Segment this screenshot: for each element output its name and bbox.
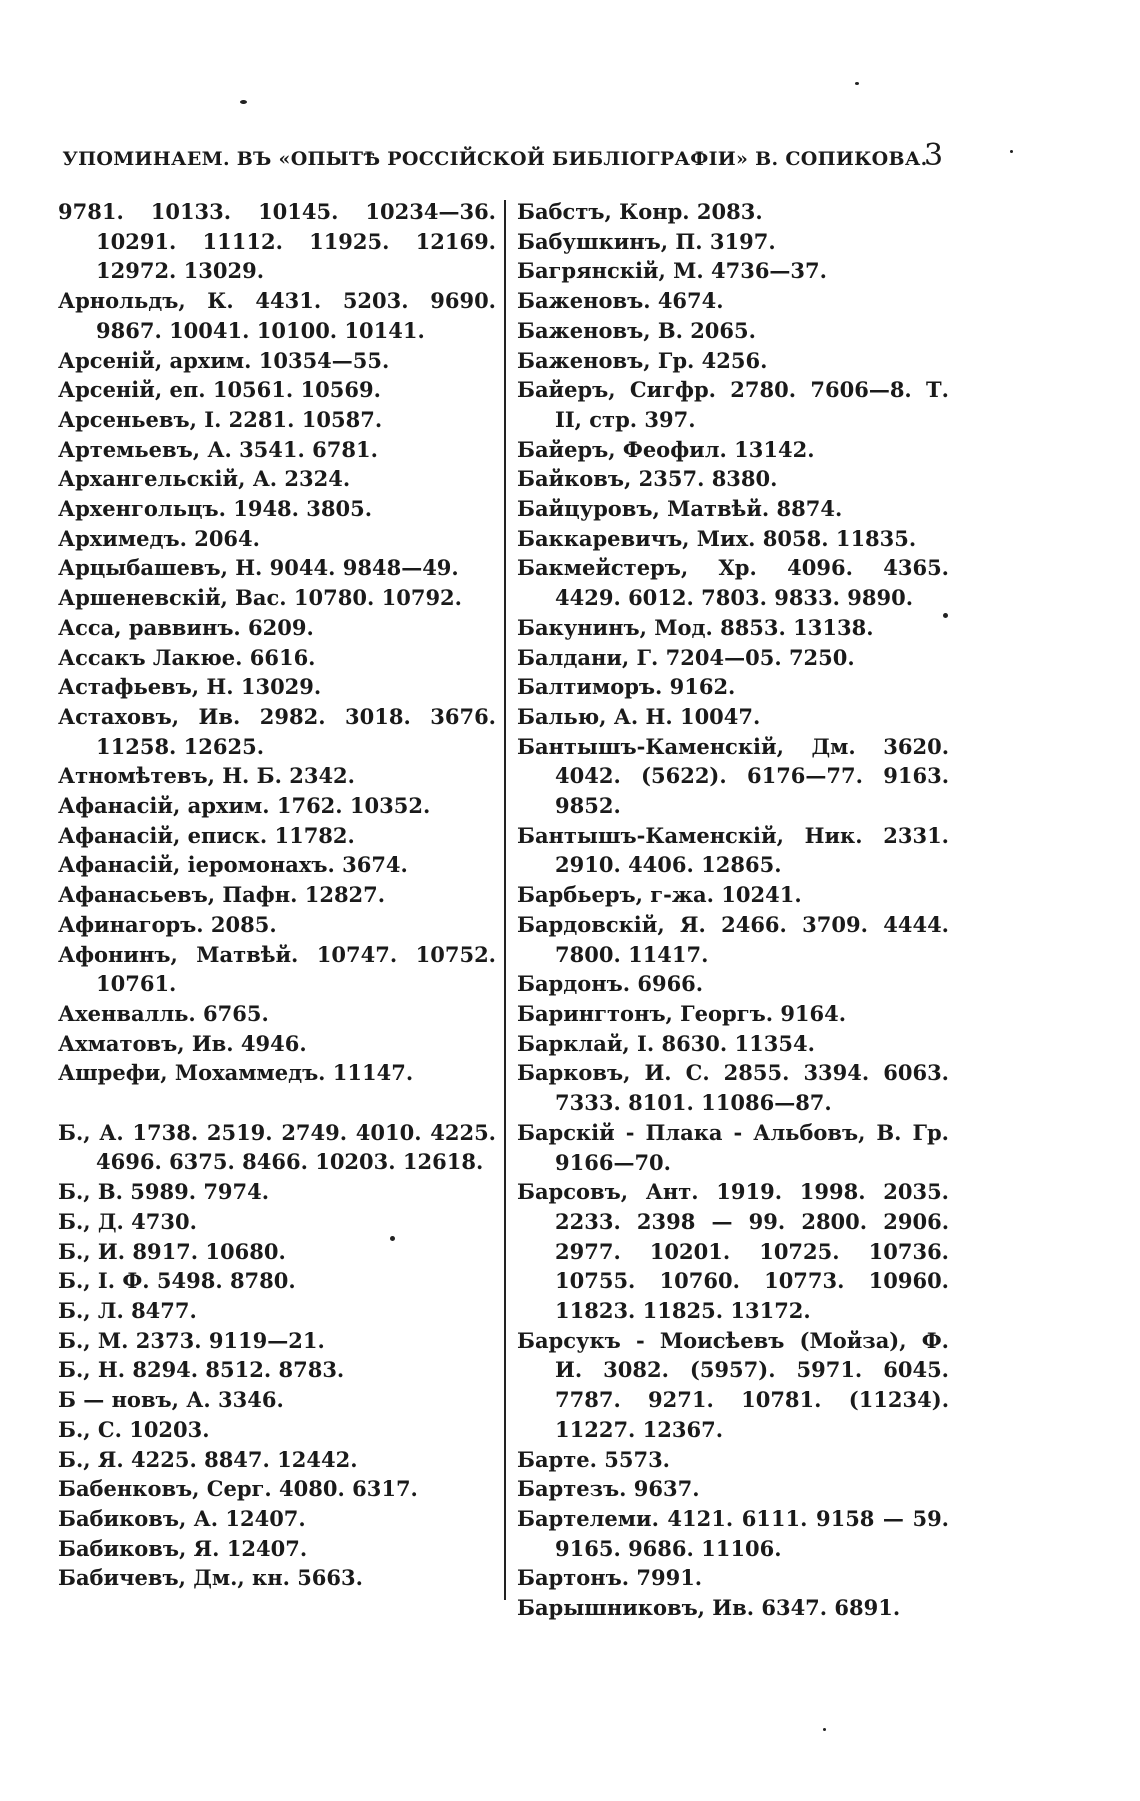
index-entry: Афанасій, архим. 1762. 10352.	[58, 793, 431, 819]
column-divider	[504, 200, 506, 1600]
index-entry: Бартонъ. 7991.	[517, 1565, 703, 1591]
print-speck	[390, 1236, 395, 1241]
print-speck	[240, 100, 247, 104]
index-entry: Бабичевъ, Дм., кн. 5663.	[58, 1565, 363, 1591]
index-entry: Барсукъ - Моисѣевъ (Мойза), Ф. И. 3082. (5957). 5971. 6045. 7787. 9271. 10781. (11234). 11227. 12367.	[517, 1327, 949, 1442]
index-entry: Б., Л. 8477.	[58, 1298, 197, 1323]
index-entry: Асса, раввинъ. 6209.	[58, 614, 314, 640]
index-entry: Бардовскій, Я. 2466. 3709. 4444. 7800. 11417.	[517, 911, 949, 967]
index-entry: Бакмейстеръ, Хр. 4096. 4365. 4429. 6012. 7803. 9833. 9890.	[517, 555, 949, 611]
index-entry: Б., І. Ф. 5498. 8780.	[58, 1268, 296, 1294]
index-entry: Б., Н. 8294. 8512. 8783.	[58, 1357, 345, 1383]
page-number: 3	[924, 138, 944, 173]
index-entry: Баженовъ. 4674.	[517, 288, 724, 314]
index-entry: Барскій - Плака - Альбовъ, В. Гр. 9166—70.	[517, 1119, 949, 1175]
right-column	[517, 197, 949, 1623]
index-entry: Атномѣтевъ, Н. Б. 2342.	[58, 763, 355, 789]
index-entry: Б., М. 2373. 9119—21.	[58, 1327, 325, 1353]
index-entry: Бабушкинъ, П. 3197.	[517, 228, 776, 254]
index-entry: Арсеній, еп. 10561. 10569.	[58, 377, 381, 403]
index-entry: Афанасій, іеромонахъ. 3674.	[58, 852, 408, 878]
index-entry: Барклай, І. 8630. 11354.	[517, 1030, 815, 1056]
index-entry: Аршеневскій, Вас. 10780. 10792.	[58, 585, 462, 611]
index-entry: Б., И. 8917. 10680.	[58, 1238, 286, 1264]
index-entry: Арсеньевъ, І. 2281. 10587.	[58, 406, 383, 432]
index-entry: Бабиковъ, Я. 12407.	[58, 1535, 308, 1561]
index-entry: Б., Я. 4225. 8847. 12442.	[58, 1446, 358, 1472]
index-entry: Баженовъ, В. 2065.	[517, 317, 756, 343]
index-entry: Барсовъ, Ант. 1919. 1998. 2035. 2233. 2398 — 99. 2800. 2906. 2977. 10201. 10725. 10736. 10755. 10760. 10773. 10960. 11823. 11825. 13172.	[517, 1179, 949, 1324]
running-title: УПОМИНАЕМ. ВЪ «ОПЫТѢ РОССІЙСКОЙ БИБЛІОГРАФІИ» В. СОПИКОВА.	[62, 148, 928, 170]
index-entry: Афонинъ, Матвѣй. 10747. 10752. 10761.	[58, 941, 496, 997]
index-entry: Бабенковъ, Серг. 4080. 6317.	[58, 1476, 418, 1502]
index-entry: Барковъ, И. С. 2855. 3394. 6063. 7333. 8101. 11086—87.	[517, 1060, 949, 1116]
index-entry: Б., Д. 4730.	[58, 1208, 197, 1234]
index-entry: Бакунинъ, Мод. 8853. 13138.	[517, 614, 874, 640]
index-entry: Бантышъ-Каменскій, Дм. 3620. 4042. (5622). 6176—77. 9163. 9852.	[517, 733, 949, 819]
index-entry: Байеръ, Феофил. 13142.	[517, 436, 815, 462]
section-gap	[58, 1088, 496, 1118]
print-speck	[823, 1728, 826, 1731]
index-entry: Балью, А. Н. 10047.	[517, 703, 761, 729]
index-entry: Афанасій, епиcк. 11782.	[58, 822, 355, 848]
index-entry: 9781. 10133. 10145. 10234—36. 10291. 11112. 11925. 12169. 12972. 13029.	[58, 199, 496, 284]
index-entry: Б., С. 10203.	[58, 1416, 210, 1442]
index-entry: Арсеній, архим. 10354—55.	[58, 347, 390, 373]
index-entry: Архенгольцъ. 1948. 3805.	[58, 496, 373, 522]
index-entry: Ассакъ Лакюе. 6616.	[58, 644, 316, 670]
print-speck	[1010, 150, 1013, 153]
index-entry: Артемьевъ, А. 3541. 6781.	[58, 436, 378, 462]
index-entry: Арцыбашевъ, Н. 9044. 9848—49.	[58, 555, 459, 581]
index-entry: Бабстъ, Конр. 2083.	[517, 199, 763, 224]
index-entry: Б., В. 5989. 7974.	[58, 1179, 270, 1205]
print-speck	[943, 613, 948, 618]
index-entry: Баккаревичъ, Мих. 8058. 11835.	[517, 525, 917, 551]
index-entry: Ахматовъ, Ив. 4946.	[58, 1030, 307, 1056]
index-entry: Афанасьевъ, Пафн. 12827.	[58, 882, 386, 908]
index-entry: Балдани, Г. 7204—05. 7250.	[517, 644, 855, 670]
index-entry: Архимедъ. 2064.	[58, 525, 260, 551]
index-entry: Барте. 5573.	[517, 1446, 670, 1472]
index-entry: Б — новъ, А. 3346.	[58, 1387, 284, 1413]
index-entry: Бантышъ-Каменскій, Ник. 2331. 2910. 4406. 12865.	[517, 822, 949, 878]
print-speck	[855, 82, 859, 85]
index-entry: Барышниковъ, Ив. 6347. 6891.	[517, 1595, 901, 1621]
index-entry: Багрянскій, М. 4736—37.	[517, 258, 827, 284]
index-entry: Б., А. 1738. 2519. 2749. 4010. 4225. 4696. 6375. 8466. 10203. 12618.	[58, 1119, 496, 1175]
index-entry: Байковъ, 2357. 8380.	[517, 466, 778, 492]
index-entry: Бабиковъ, А. 12407.	[58, 1505, 306, 1531]
index-entry: Арнольдъ, К. 4431. 5203. 9690. 9867. 10041. 10100. 10141.	[58, 288, 496, 343]
index-entry: Бартелеми. 4121. 6111. 9158 — 59. 9165. 9686. 11106.	[517, 1505, 949, 1561]
index-entry: Бартезъ. 9637.	[517, 1476, 700, 1502]
index-entry: Байцуровъ, Матвѣй. 8874.	[517, 496, 843, 522]
index-entry: Астафьевъ, Н. 13029.	[58, 674, 322, 700]
index-entry: Баженовъ, Гр. 4256.	[517, 347, 768, 373]
index-entry: Барбьеръ, г-жа. 10241.	[517, 882, 802, 908]
index-entry: Астаховъ, Ив. 2982. 3018. 3676. 11258. 12625.	[58, 703, 496, 759]
index-entry: Байеръ, Сигфр. 2780. 7606—8. Т. II, стр. 397.	[517, 377, 949, 432]
index-entry: Ахенвалль. 6765.	[58, 1000, 269, 1026]
index-entry: Барингтонъ, Георгъ. 9164.	[517, 1000, 847, 1026]
index-entry: Архангельскій, А. 2324.	[58, 466, 351, 492]
left-column	[58, 197, 496, 1593]
index-entry: Бардонъ. 6966.	[517, 971, 704, 997]
index-entry: Ашрефи, Мохаммедъ. 11147.	[58, 1060, 414, 1086]
index-entry: Афинагоръ. 2085.	[58, 911, 277, 937]
index-entry: Балтиморъ. 9162.	[517, 674, 736, 700]
